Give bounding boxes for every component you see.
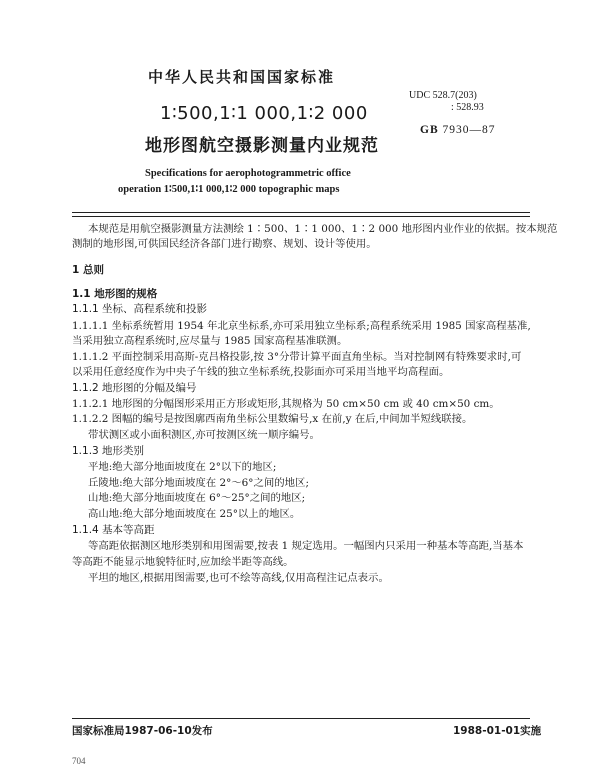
clause-1-1-1-1-line1: 1.1.1.1 坐标系统暂用 1954 年北京坐标系,亦可采用独立坐标系;高程系统采用 1985 国家高程基准, [72, 320, 531, 332]
terrain-high-mountain: 高山地:绝大部分地面坡度在 25°以上的地区。 [88, 508, 301, 520]
section-1-1-3-heading: 1.1.3 地形类别 [72, 445, 145, 457]
title-chinese: 地形图航空摄影测量内业规范 [145, 136, 379, 156]
gb-prefix: GB [420, 124, 439, 136]
intro-line-1: 本规范是用航空摄影测量方法测绘 1∶500、1∶1 000、1∶2 000 地形图内业作业的依据。按本规范 [88, 223, 558, 235]
clause-1-1-4-line3: 平坦的地区,根据用图需要,也可不绘等高线,仅用高程注记点表示。 [88, 572, 389, 584]
clause-1-1-2-2-continuation: 带状测区或小面积测区,亦可按测区统一顺序编号。 [88, 429, 320, 441]
gb-standard-number [420, 124, 496, 136]
section-1-heading: 1 总则 [72, 264, 104, 276]
clause-1-1-1-2-line2: 以采用任意经度作为中央子午线的独立坐标系统,投影面亦可采用当地平均高程面。 [72, 366, 450, 378]
section-1-1-2-heading: 1.1.2 地形图的分幅及编号 [72, 382, 197, 394]
header-divider-top [72, 212, 530, 213]
clause-1-1-1-1-line2: 当采用独立高程系统时,应尽量与 1985 国家高程基准联测。 [72, 335, 348, 347]
section-1-1-4-heading: 1.1.4 基本等高距 [72, 524, 155, 536]
page-number: 704 [72, 756, 86, 766]
terrain-mountain: 山地:绝大部分地面坡度在 6°～25°之间的地区; [88, 492, 306, 504]
title-scale-ratios: 1∶500,1∶1 000,1∶2 000 [160, 103, 368, 124]
footer-divider [72, 718, 530, 719]
terrain-hilly: 丘陵地:绝大部分地面坡度在 2°～6°之间的地区; [88, 477, 309, 489]
section-1-1-heading: 1.1 地形图的规格 [72, 288, 158, 300]
clause-1-1-4-line2: 等高距不能显示地貌特征时,应加绘半距等高线。 [72, 556, 294, 568]
clause-1-1-2-1: 1.1.2.1 地形图的分幅图形采用正方形或矩形,其规格为 50 cm×50 cm 或 40 cm×50 cm。 [72, 398, 500, 410]
issue-date: 国家标准局1987-06-10发布 [72, 725, 213, 737]
clause-1-1-4-line1: 等高距依据测区地形类别和用图需要,按表 1 规定选用。一幅图内只采用一种基本等高距,当基本 [88, 540, 524, 552]
header-divider-bottom [72, 216, 530, 217]
udc-code-line2: : 528.93 [451, 102, 484, 113]
title-english-line1: Specifications for aerophotogrammetric office [145, 168, 351, 179]
section-1-1-1-heading: 1.1.1 坐标、高程系统和投影 [72, 303, 208, 315]
clause-1-1-2-2: 1.1.2.2 图幅的编号是按图廓西南角坐标公里数编号,x 在前,y 在后,中间加半短线联接。 [72, 413, 473, 425]
effective-date: 1988-01-01实施 [453, 725, 542, 737]
gb-number: 7930—87 [442, 124, 496, 136]
clause-1-1-1-2-line1: 1.1.1.2 平面控制采用高斯-克吕格投影,按 3°分带计算平面直角坐标。当对控制网有特殊要求时,可 [72, 351, 522, 363]
intro-line-2: 测制的地形图,可供国民经济各部门进行勘察、规划、设计等使用。 [72, 238, 377, 250]
title-english-line2: operation 1∶500,1∶1 000,1∶2 000 topographic maps [118, 184, 340, 195]
udc-code-line1: UDC 528.7(203) [409, 90, 477, 101]
national-standard-heading: 中华人民共和国国家标准 [148, 68, 336, 86]
terrain-flat: 平地:绝大部分地面坡度在 2°以下的地区; [88, 461, 277, 473]
